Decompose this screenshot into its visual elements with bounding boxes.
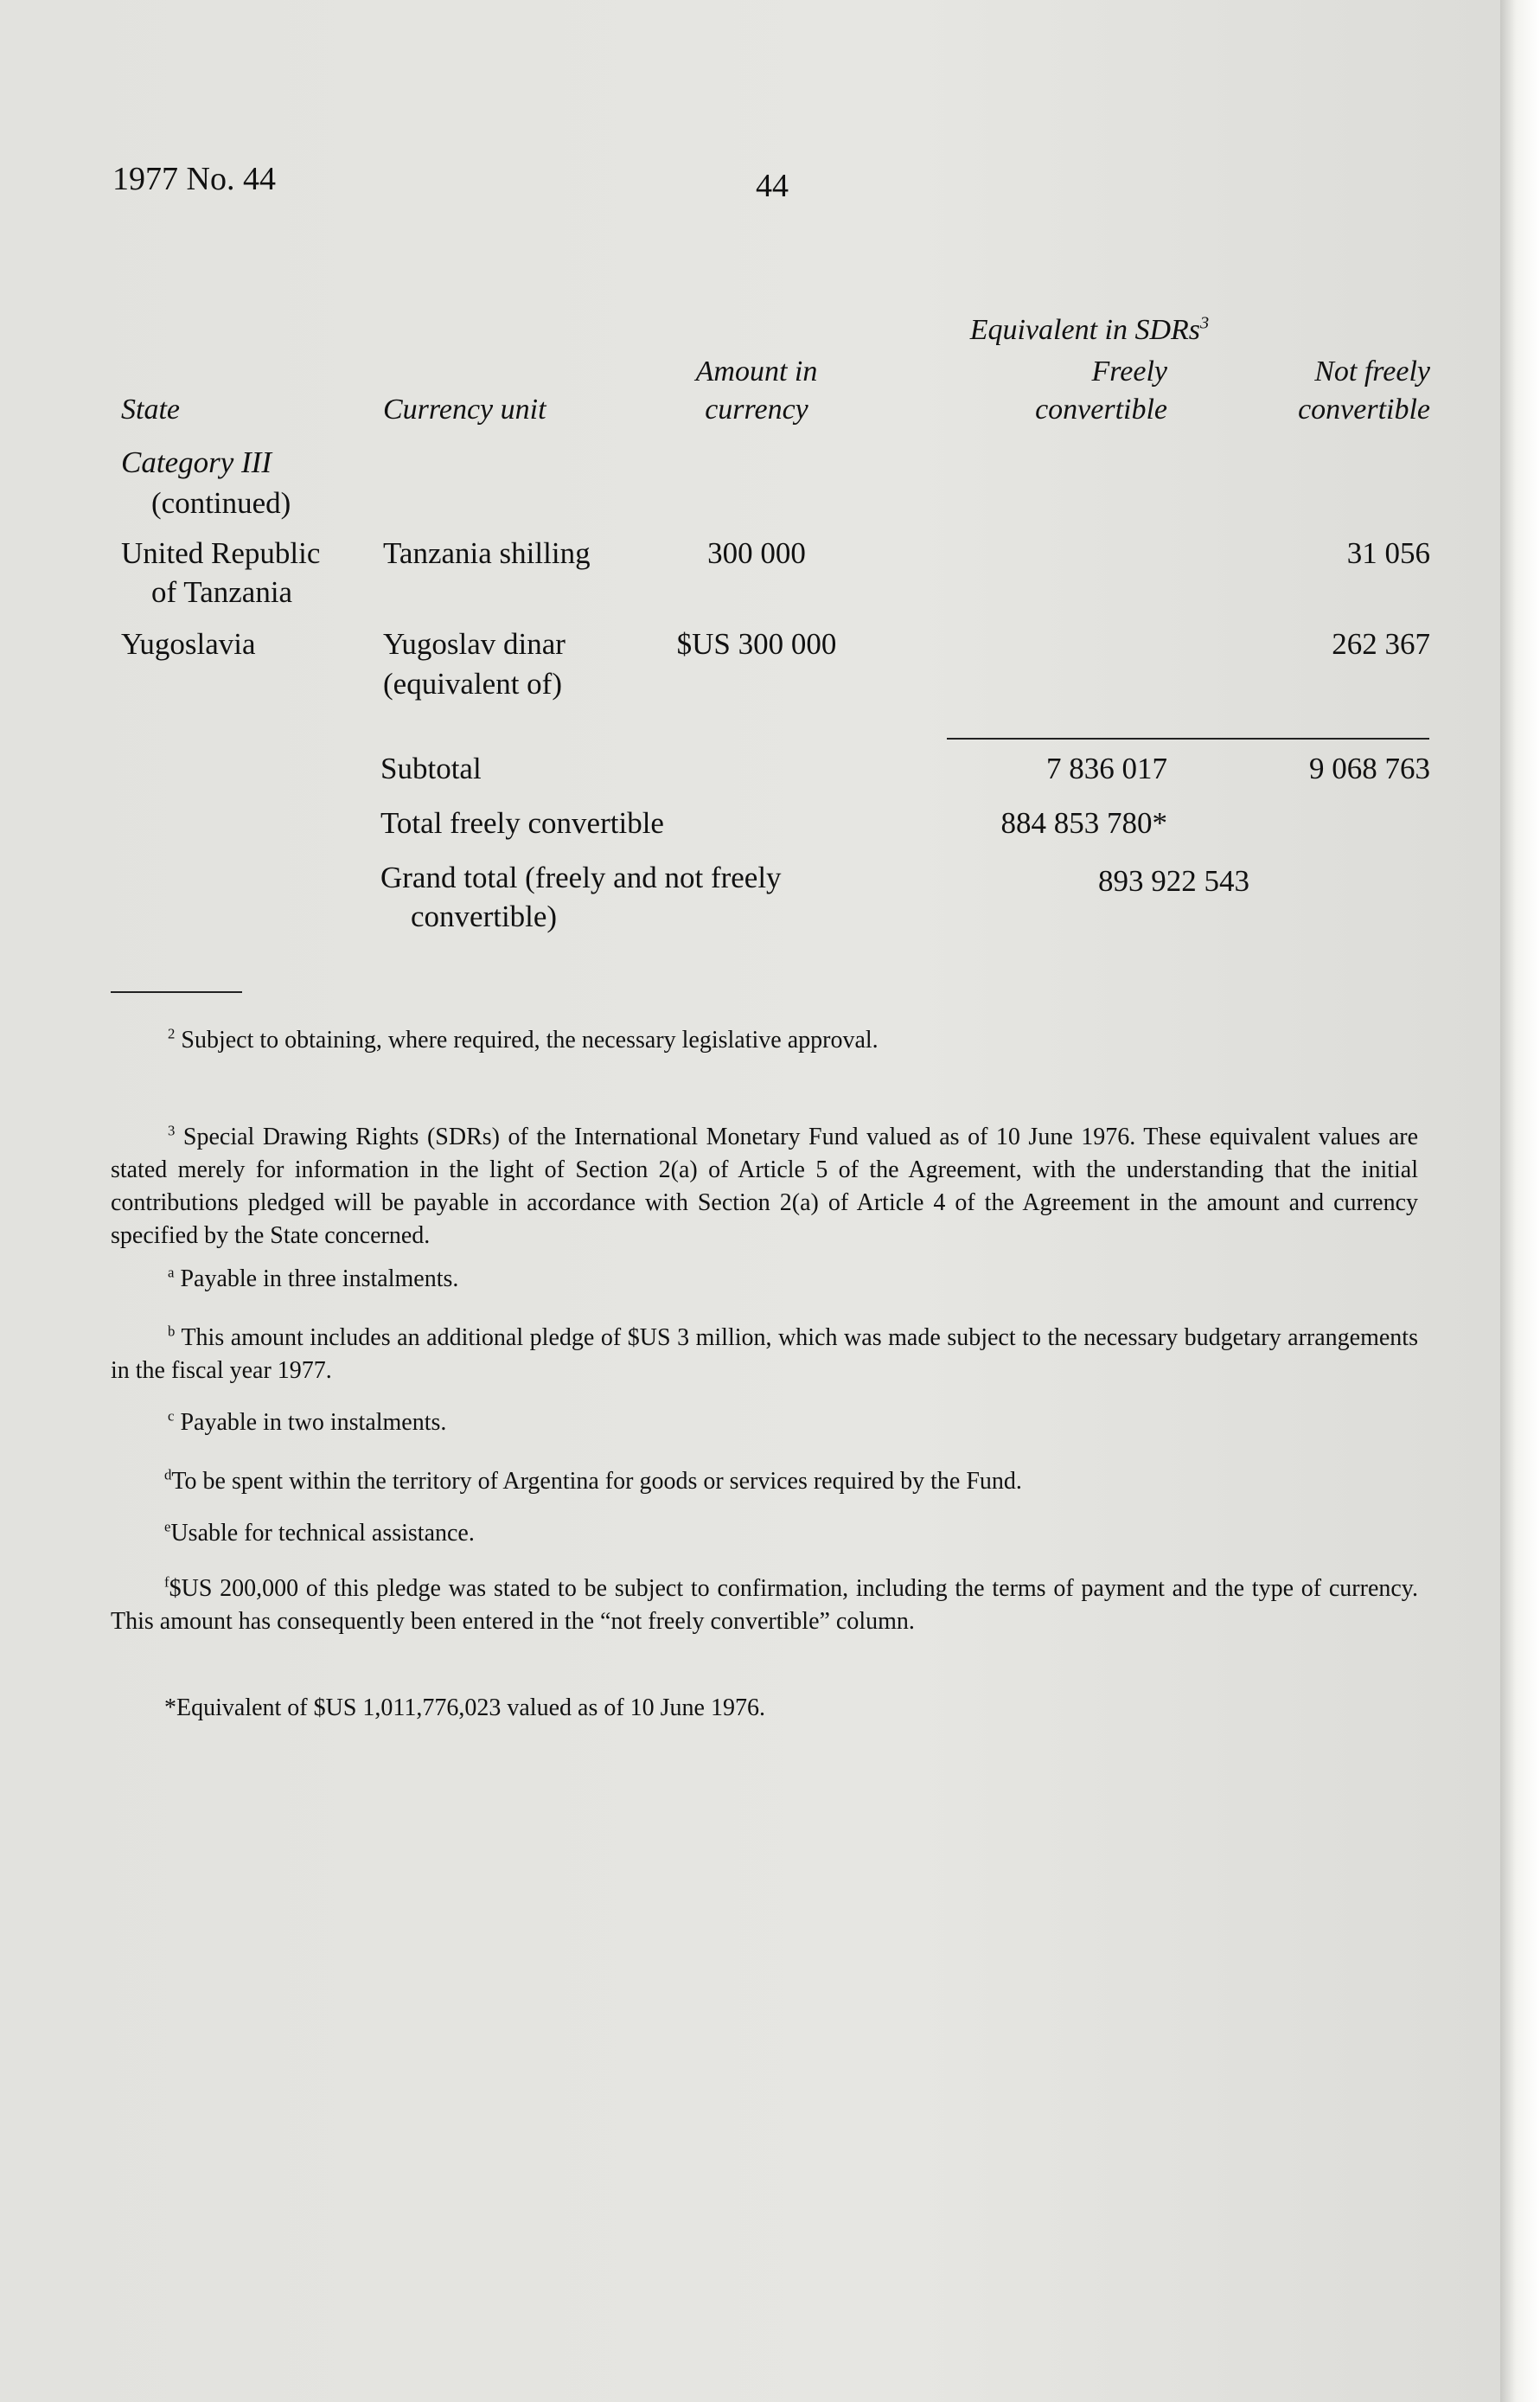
- page-number: 44: [756, 168, 789, 204]
- row-notfreely-value: 262 367: [1332, 627, 1430, 661]
- state-header: State: [121, 394, 180, 426]
- grand-total-label: Grand total (freely and not freely: [380, 861, 782, 894]
- category-label: Category III: [121, 445, 272, 479]
- grand-total-label-cont: convertible): [411, 900, 558, 933]
- total-freely-label: Total freely convertible: [380, 806, 664, 840]
- footnote-separator: [111, 991, 242, 993]
- subtotal-label: Subtotal: [380, 752, 482, 785]
- row-amount: $US 300 000: [676, 627, 837, 661]
- currency-unit-header: Currency unit: [383, 394, 546, 426]
- equivalent-sdrs-header: Equivalent in SDRs$^3$: [969, 313, 1210, 346]
- row-currency-unit: Yugoslav dinar: [383, 627, 566, 661]
- grand-total-value: 893 922 543: [1098, 864, 1249, 898]
- freely-header-line1: Freely: [1091, 355, 1167, 388]
- document-header: 1977 No. 44: [112, 161, 276, 197]
- row-state-cont: of Tanzania: [151, 575, 293, 609]
- subtotal-rule: [947, 738, 1429, 740]
- row-notfreely-value: 31 056: [1346, 536, 1430, 570]
- row-state: United Republic: [121, 536, 321, 570]
- row-state: Yugoslavia: [121, 627, 256, 661]
- amount-header-line2: currency: [705, 394, 808, 426]
- footnote-f: $^f$\$US 200,000 of this pledge was stated to be subject to confirmation, including the terms of payment and the type of currency. This amount has consequently been entered in the “not freely convertible” column.: [111, 1573, 1418, 1635]
- footnote-d: $^d$To be spent within the territory of Argentina for goods or services required by the Fund.: [164, 1466, 1022, 1495]
- row-currency-unit-cont: (equivalent of): [383, 667, 562, 701]
- notfreely-header-line1: Not freely: [1314, 355, 1430, 388]
- notfreely-header-line2: convertible: [1298, 394, 1430, 426]
- footnote-c: $^c$ Payable in two instalments.: [168, 1407, 447, 1436]
- freely-header-line2: convertible: [1035, 394, 1167, 426]
- footnote-a: $^a$ Payable in three instalments.: [168, 1264, 459, 1292]
- row-currency-unit: Tanzania shilling: [383, 536, 591, 570]
- category-continued: (continued): [151, 486, 291, 520]
- amount-header-line1: Amount in: [695, 355, 818, 388]
- footnote-b: $^b$ This amount includes an additional pledge of $US 3 million, which was made subject to the necessary budgetary arrangements in the fiscal year 1977.: [111, 1323, 1418, 1384]
- subtotal-freely: 7 836 017: [1046, 752, 1167, 785]
- footnote-asterisk: *Equivalent of $US 1,011,776,023 valued as of 10 June 1976.: [164, 1694, 765, 1721]
- footnote-2: $^2$ Subject to obtaining, where required, the necessary legislative approval.: [168, 1025, 879, 1054]
- row-amount: 300 000: [707, 536, 806, 570]
- total-freely-value: 884 853 780*: [1000, 806, 1167, 840]
- footnote-e: $^e$Usable for technical assistance.: [164, 1518, 475, 1547]
- page-binding-edge: [1500, 0, 1540, 2402]
- footnote-3: $^3$ Special Drawing Rights (SDRs) of the International Monetary Fund valued as of 10 June 1976. These equivalent values are stated merely for information in the light of Section 2(a) of Article 5 of the Agreement, with the understanding that the initial contributions pledged will be payable in accordance with Section 2(a) of Article 4 of the Agreement in the amount and currency specified by the State concerned.: [111, 1122, 1419, 1249]
- subtotal-notfreely: 9 068 763: [1309, 752, 1430, 785]
